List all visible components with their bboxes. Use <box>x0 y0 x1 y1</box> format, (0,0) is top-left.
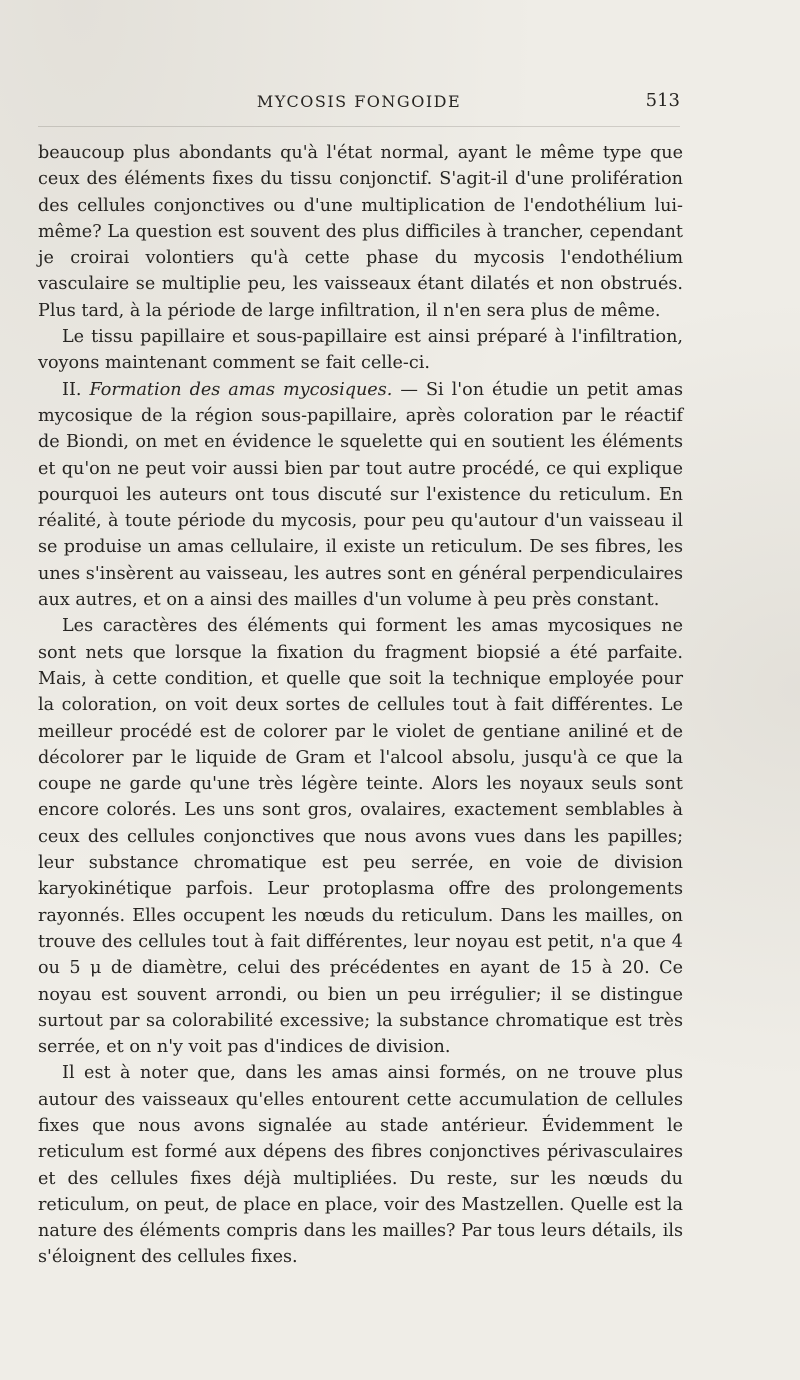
page-header <box>38 88 680 118</box>
paragraph-5: Il est à noter que, dans les amas ainsi formés, on ne trouve plus autour des vaisseaux qu'elles entourent cette accumulation de cellules fixes que nous avons signalée au stade antérieur. Évidemment le reticulum est formé aux dépens des fibres conjonctives périvasculaires et des cellules fixes déjà multipliées. Du reste, sur les nœuds du reticulum, on peut, de place en place, voir des Mastzellen. Quelle est la nature des éléments compris dans les mailles? Par tous leurs détails, ils s'éloignent des cellules fixes. <box>38 1063 683 1268</box>
paragraph-2: Le tissu papillaire et sous-papillaire est ainsi préparé à l'infiltration, voyons maintenant comment se fait celle-ci. <box>38 327 683 374</box>
paragraph-4: Les caractères des éléments qui forment les amas mycosiques ne sont nets que lorsque la fixation du fragment biopsié a été parfaite. Mais, à cette condition, et quelle que soit la technique employée pour la coloration, on voit deux sortes de cellules tout à fait différentes. Le meilleur procédé est de colorer par le violet de gentiane aniliné et de décolorer par le liquide de Gram et l'alcool absolu, jusqu'à ce que la coupe ne garde qu'une très légère teinte. Alors les noyaux seuls sont encore colorés. Les uns sont gros, ovalaires, exactement semblables à ceux des cellules conjonctives que nous avons vues dans les papilles; leur substance chromatique est peu serrée, en voie de division karyokinétique parfois. Leur protoplasma offre des prolongements rayonnés. Elles occupent les nœuds du reticulum. Dans les mailles, on trouve des cellules tout à fait différentes, leur noyau est petit, n'a que 4 ou 5 μ de diamètre, celui des précédentes en ayant de 15 à 20. Ce noyau est souvent arrondi, ou bien un peu irrégulier; il se distingue surtout par sa colorabilité excessive; la substance chromatique est très serrée, et on n'y voit pas d'indices de division. <box>38 616 683 1058</box>
paragraph-1: beaucoup plus abondants qu'à l'état normal, ayant le même type que ceux des éléments fixes du tissu conjonctif. S'agit-il d'une prolifération des cellules conjonctives ou d'une multiplication de l'endothélium lui-même? La question est souvent des plus difficiles à trancher, cependant je croirai volontiers qu'à cette phase du mycosis l'endothélium vasculaire se multiplie peu, les vaisseaux étant dilatés et non obstrués. Plus tard, à la période de large infiltration, il n'en sera plus de même. <box>38 143 683 321</box>
section-heading: Formation des amas mycosiques. <box>89 379 393 400</box>
page-number: 513 <box>645 90 680 111</box>
section-number: II. <box>62 379 90 400</box>
paragraph-3 <box>38 377 683 614</box>
header-rule <box>38 126 680 127</box>
paragraph-3-text: — Si l'on étudie un petit amas mycosique de la région sous-papillaire, après coloration par le réactif de Biondi, on met en évidence le squelette qui en soutient les éléments et qu'on ne peut voir aussi bien par tout autre procédé, ce qui explique pourquoi les auteurs ont tous discuté sur l'existence du reticulum. En réalité, à toute période du mycosis, pour peu qu'autour d'un vaisseau il se produise un amas cellulaire, il existe un reticulum. De ses fibres, les unes s'insèrent au vaisseau, les autres sont en général perpendiculaires aux autres, et on a ainsi des mailles d'un volume à peu près constant. <box>38 379 683 611</box>
running-title: MYCOSIS FONGOIDE <box>256 92 462 111</box>
body-text <box>38 140 683 1271</box>
